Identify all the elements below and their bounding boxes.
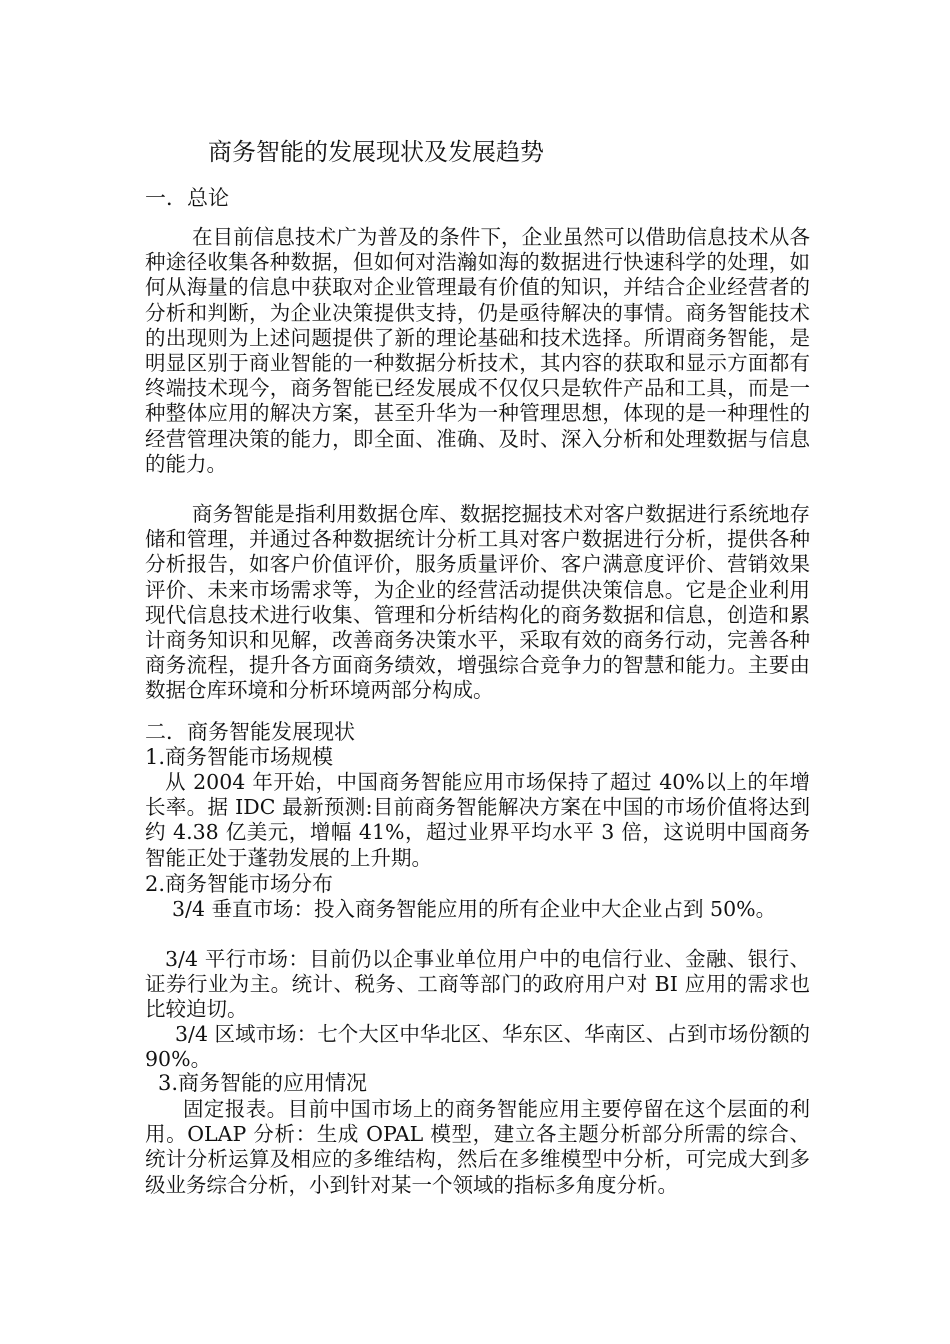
section-heading-status: 二．商务智能发展现状 — [145, 720, 355, 744]
subsection-heading-market-size: 1.商务智能市场规模 — [145, 745, 334, 769]
paragraph-application: 固定报表。目前中国市场上的商务智能应用主要停留在这个层面的利用。OLAP 分析：生成 OPAL 模型，建立各主题分析部分所需的综合、统计分析运算及相应的多维结构，然后在多维模型中分析，可完成大到多级业务综合分析，小到针对某一个领域的指标多角度分析。 — [145, 1097, 810, 1197]
subsection-heading-market-distribution: 2.商务智能市场分布 — [145, 872, 334, 896]
subsection-heading-application: 3.商务智能的应用情况 — [158, 1071, 368, 1095]
paragraph-horizontal-market: 3/4 平行市场：目前仍以企事业单位用户中的电信行业、金融、银行、证券行业为主。统计、税务、工商等部门的政府用户对 BI 应用的需求也比较迫切。 — [145, 947, 810, 1022]
paragraph-market-size: 从 2004 年开始，中国商务智能应用市场保持了超过 40%以上的年增长率。据 IDC 最新预测:目前商务智能解决方案在中国的市场价值将达到约 4.38 亿美元，增幅 41%，超过业界平均水平 3 倍，这说明中国商务智能正处于蓬勃发展的上升期。 — [145, 770, 810, 870]
paragraph-overview-2: 商务智能是指利用数据仓库、数据挖掘技术对客户数据进行系统地存储和管理，并通过各种数据统计分析工具对客户数据进行分析，提供各种分析报告，如客户价值评价，服务质量评价、客户满意度评价、营销效果评价、未来市场需求等，为企业的经营活动提供决策信息。它是企业利用现代信息技术进行收集、管理和分析结构化的商务数据和信息，创造和累计商务知识和见解，改善商务决策水平，采取有效的商务行动，完善各种商务流程，提升各方面商务绩效，增强综合竞争力的智慧和能力。主要由数据仓库环境和分析环境两部分构成。 — [145, 502, 810, 703]
document-title: 商务智能的发展现状及发展趋势 — [208, 138, 544, 166]
paragraph-vertical-market: 3/4 垂直市场：投入商务智能应用的所有企业中大企业占到 50%。 — [172, 897, 777, 921]
paragraph-overview-1: 在目前信息技术广为普及的条件下，企业虽然可以借助信息技术从各种途径收集各种数据，但如何对浩瀚如海的数据进行快速科学的处理，如何从海量的信息中获取对企业管理最有价值的知识，并结合企业经营者的分析和判断，为企业决策提供支持，仍是亟待解决的事情。商务智能技术的出现则为上述问题提供了新的理论基础和技术选择。所谓商务智能，是明显区别于商业智能的一种数据分析技术，其内容的获取和显示方面都有终端技术现今，商务智能已经发展成不仅仅只是软件产品和工具，而是一种整体应用的解决方案，甚至升华为一种管理思想，体现的是一种理性的经营管理决策的能力，即全面、准确、及时、深入分析和处理数据与信息的能力。 — [145, 225, 810, 476]
paragraph-regional-market: 3/4 区域市场：七个大区中华北区、华东区、华南区、占到市场份额的 90%。 — [145, 1022, 810, 1072]
section-heading-overview: 一．总论 — [145, 186, 229, 210]
